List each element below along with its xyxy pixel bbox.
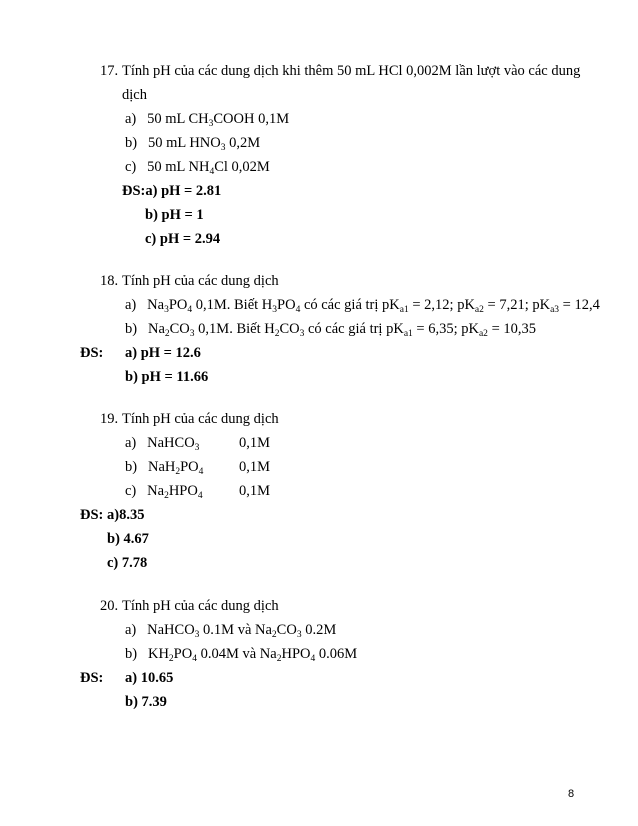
q18-item-b: b) $Na_2CO_3$ 0,1M. Biết $H_2CO_3$ có các giá trị $pK_{a1} = 6,35$; $pK_{a2} = 10,35$	[125, 321, 536, 339]
q18-item-a: a) $Na_3PO_4$ 0,1M. Biết $H_3PO_4$ có các giá trị $pK_{a1} = 2,12$; $pK_{a2} = 7,21$; $pK_{a3} = 12,4$	[125, 297, 600, 315]
q18-ds-label: ĐS:	[80, 345, 104, 361]
q18-line	[100, 273, 279, 290]
q20-ds-label: ĐS:	[80, 670, 104, 686]
q17-item-c: c) 50 mL $NH_4Cl$ 0,02M	[125, 159, 270, 177]
q18-number: 18.	[100, 273, 119, 289]
q19-line	[100, 411, 279, 428]
q19-number: 19.	[100, 411, 119, 427]
q19-answer-a: ĐS: a)8.35	[80, 507, 145, 523]
q18-answer-b: b) pH = 11.66	[125, 369, 209, 385]
q19-item-a: a) NaHCO$_3$ 0,1M	[125, 435, 271, 453]
q19-item-a-conc: 0,1M	[239, 435, 271, 451]
q20-item-b: b) $KH_2PO_4$ 0.04M và $Na_2HPO_4$ 0.06M	[125, 646, 358, 664]
q17-item-a: a) 50 mL $CH_3COOH$ 0,1M	[125, 111, 290, 129]
q19-item-b: b) $NaH_2PO_4$ 0,1M	[125, 459, 271, 477]
q17-text-line2: dịch	[122, 87, 147, 103]
q20-line	[100, 598, 279, 615]
q17-text-line1: Tính pH của các dung dịch khi thêm 50 mL HCl 0,002M lần lượt vào các dung	[122, 63, 581, 79]
q20-answer-b: b) 7.39	[125, 694, 167, 710]
q19-item-c: c) $Na_2HPO_4$ 0,1M	[125, 483, 271, 501]
q17-line1	[100, 63, 581, 80]
q20-item-a: a) NaHCO$_3$ 0.1M và $Na_2CO_3$ 0.2M	[125, 622, 337, 640]
q17-number: 17.	[100, 63, 119, 79]
q20-number: 20.	[100, 598, 119, 614]
q19-item-c-conc: 0,1M	[239, 483, 271, 499]
q19-text: Tính pH của các dung dịch	[122, 411, 279, 427]
q17-answer-c: c) pH = 2.94	[145, 231, 221, 247]
q20-answer-a: a) 10.65	[125, 670, 174, 686]
q17-answer-a: ĐS:a) pH = 2.81	[122, 183, 222, 199]
q19-answer-b: b) 4.67	[107, 531, 149, 547]
page-number: 8	[568, 788, 575, 800]
q18-text: Tính pH của các dung dịch	[122, 273, 279, 289]
q19-answer-c: c) 7.78	[107, 555, 148, 571]
q19-item-b-conc: 0,1M	[239, 459, 271, 475]
q17-answer-b: b) pH = 1	[145, 207, 204, 223]
q17-item-b: b) 50 mL $HNO_3$ 0,2M	[125, 135, 261, 153]
q20-text: Tính pH của các dung dịch	[122, 598, 279, 614]
q18-answer-a: a) pH = 12.6	[125, 345, 201, 361]
